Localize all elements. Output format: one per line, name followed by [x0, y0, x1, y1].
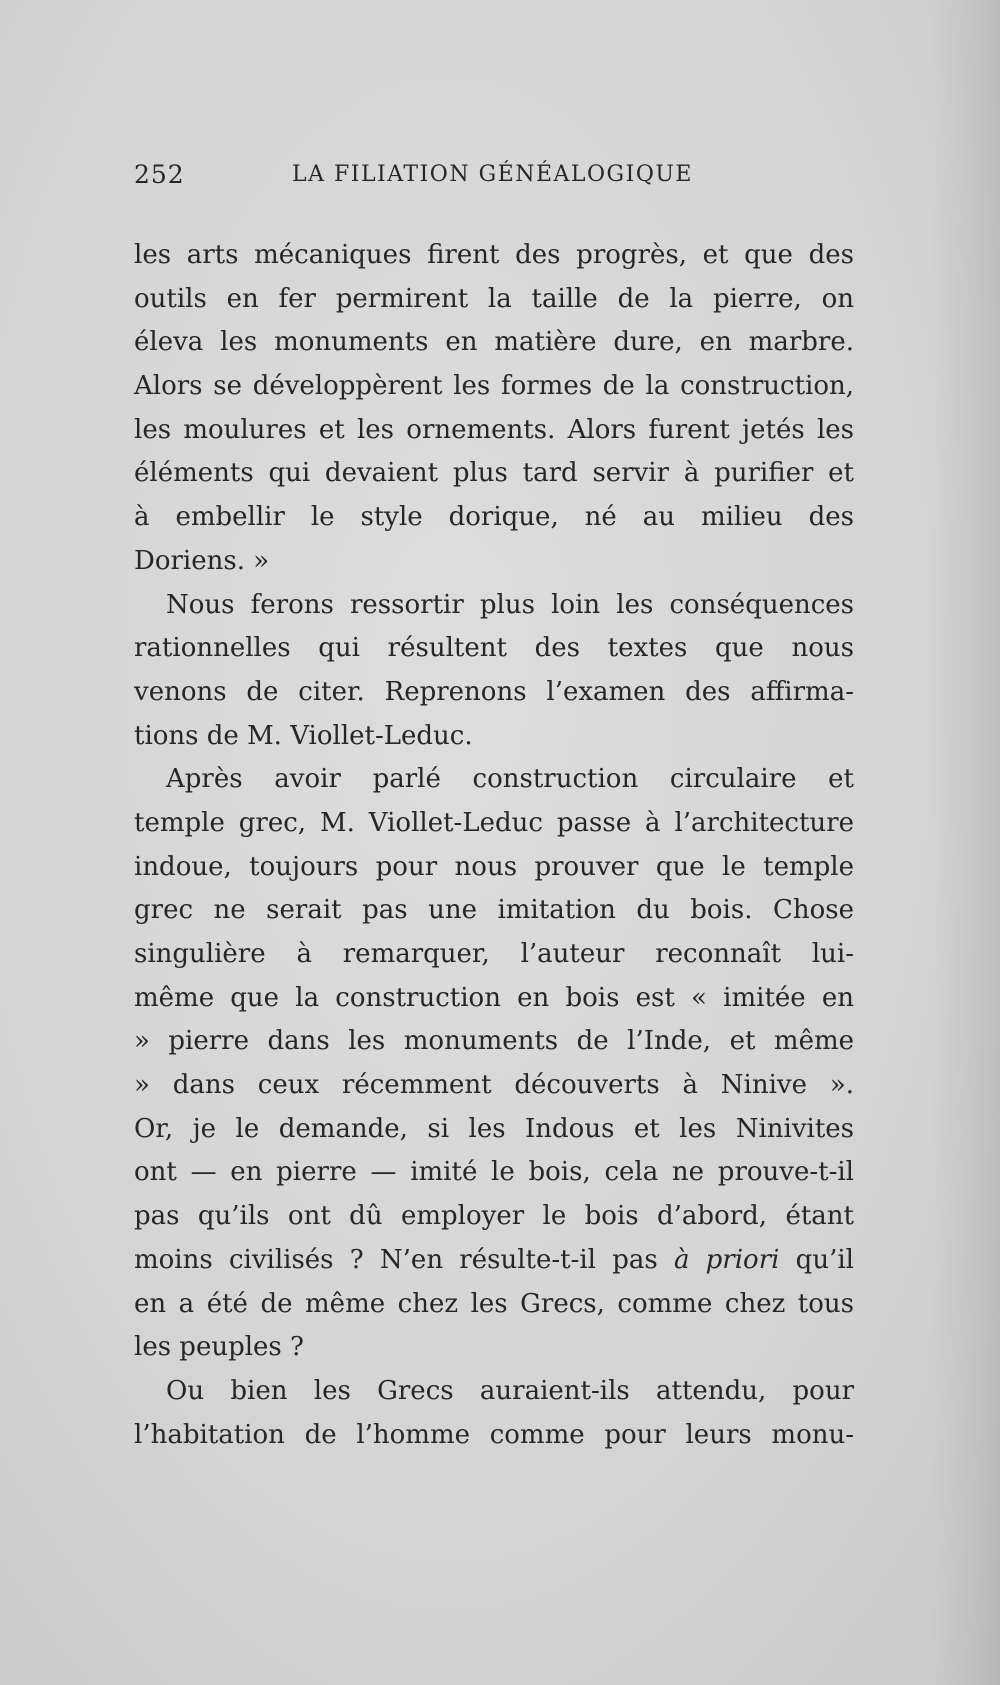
text-line: moins civilisés ? N’en résulte-t-il pas à priori qu’il: [134, 1244, 854, 1275]
text-line: tions de M. Viollet-Leduc.: [134, 720, 473, 751]
text-line: les peuples ?: [134, 1332, 304, 1363]
text-line: les moulures et les ornements. Alors furent jetés les: [134, 414, 854, 445]
text-line: Alors se développèrent les formes de la construction,: [134, 371, 854, 402]
running-title: LA FILIATION GÉNÉALOGIQUE: [292, 162, 693, 187]
page-number: 252: [134, 160, 185, 189]
text-line: en a été de même chez les Grecs, comme chez tous: [134, 1288, 854, 1319]
text-line: même que la construction en bois est « imitée en: [134, 982, 854, 1013]
text-line: pas qu’ils ont dû employer le bois d’abord, étant: [134, 1201, 854, 1232]
text-line: temple grec, M. Viollet-Leduc passe à l’architecture: [134, 807, 854, 838]
text-line: à embellir le style dorique, né au milieu des: [134, 502, 854, 533]
text-line: » pierre dans les monuments de l’Inde, et même: [134, 1026, 854, 1057]
page-shadow: [930, 0, 1000, 1685]
text-line: ont — en pierre — imité le bois, cela ne prouve-t-il: [134, 1157, 854, 1188]
text-line: » dans ceux récemment découverts à Ninive ».: [134, 1070, 854, 1101]
text-line: rationnelles qui résultent des textes que nous: [134, 633, 854, 664]
text-line: l’habitation de l’homme comme pour leurs monu-: [134, 1419, 854, 1450]
text-line: indoue, toujours pour nous prouver que le temple: [134, 851, 854, 882]
text-line: Ou bien les Grecs auraient-ils attendu, pour: [166, 1375, 854, 1406]
text-line: les arts mécaniques firent des progrès, et que des: [134, 240, 854, 270]
text-line: Après avoir parlé construction circulaire et: [166, 764, 854, 795]
text-line: outils en fer permirent la taille de la pierre, on: [134, 283, 854, 314]
text-line: Doriens. »: [134, 545, 270, 576]
text-line: éléments qui devaient plus tard servir à purifier et: [134, 458, 854, 489]
page-header: [134, 160, 854, 200]
text-line: singulière à remarquer, l’auteur reconnaît lui-: [134, 939, 854, 969]
italic-phrase: à priori: [673, 1244, 780, 1275]
text-line: éleva les monuments en matière dure, en marbre.: [134, 327, 854, 358]
text-line: venons de citer. Reprenons l’examen des affirma-: [134, 676, 854, 707]
body-text: [134, 234, 854, 1457]
text-line: Or, je le demande, si les Indous et les Ninivites: [134, 1113, 854, 1144]
text-line: grec ne serait pas une imitation du bois. Chose: [134, 895, 854, 926]
text-line: Nous ferons ressortir plus loin les conséquences: [166, 589, 854, 620]
